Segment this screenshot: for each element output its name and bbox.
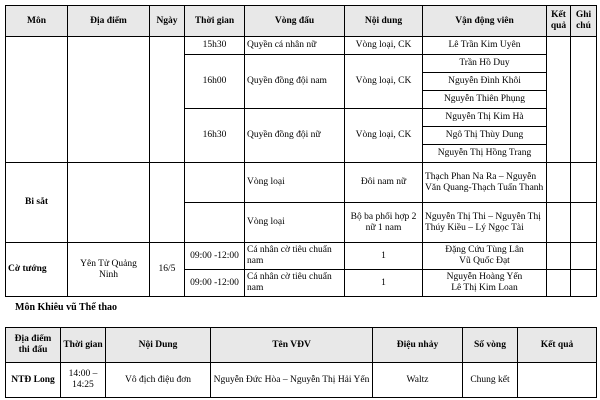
result-cell [547,270,571,297]
location-cell: Yên Tử Quảng Ninh [68,243,150,297]
round-cell: Vòng loại [245,203,345,243]
header-location: Địa điểm thi đấu [6,328,61,363]
header-ngay: Ngày [150,6,185,37]
header-dance: Điệu nhảy [373,328,463,363]
content-cell: 1 [345,243,423,270]
note-cell [571,163,597,203]
athlete-cell [423,270,547,297]
content-cell: Vòng loại, CK [345,109,423,163]
content-cell: Vô địch điệu đơn [106,363,211,398]
rounds-cell: Chung kết [463,363,518,398]
dance-table [5,327,597,398]
date-cell: 16/5 [150,243,185,297]
location-cell: NTĐ Long [6,363,61,398]
note-cell [571,37,597,163]
header-row [6,328,597,363]
content-cell: Bộ ba phối hợp 2 nữ 1 nam [345,203,423,243]
athlete-cell: Nguyễn Thị Kim Hà [423,109,547,127]
location-cell-empty [68,37,150,163]
athlete-cell: Nguyễn Thiên Phụng [423,91,547,109]
date-cell-empty [150,37,185,163]
athlete-cell: Nguyễn Đức Hòa – Nguyễn Thị Hải Yến [211,363,373,398]
header-time: Thời gian [61,328,106,363]
location-cell-empty [68,163,150,243]
round-cell: Vòng loại [245,163,345,203]
note-cell [571,270,597,297]
content-cell: Đôi nam nữ [345,163,423,203]
round-cell: Quyền cá nhân nữ [245,37,345,55]
athlete-name: Lê Thị Kim Loan [451,283,518,293]
table-row [6,37,597,55]
dance-cell: Waltz [373,363,463,398]
athlete-name: Vũ Quốc Đạt [459,256,510,266]
time-cell: 09:00 -12:00 [185,243,245,270]
date-cell-empty [150,163,185,243]
note-cell [571,243,597,270]
time-cell-empty [185,163,245,203]
header-rounds: Số vòng [463,328,518,363]
round-cell: Cá nhân cờ tiêu chuẩn nam [245,270,345,297]
time-cell: 09:00 -12:00 [185,270,245,297]
result-cell [518,363,597,398]
header-athlete: Tên VĐV [211,328,373,363]
athlete-cell: Nguyễn Đình Khôi [423,73,547,91]
result-cell [547,243,571,270]
athlete-cell: Ngô Thị Thùy Dung [423,127,547,145]
athlete-cell [423,243,547,270]
athlete-cell: Nguyễn Thị Thi – Nguyễn Thị Thúy Kiều – Lý Ngọc Tài [423,203,547,243]
athlete-cell: Thạch Phan Na Ra – Nguyễn Văn Quang-Thạch Tuấn Thanh [423,163,547,203]
header-row [6,6,597,37]
result-cell [547,37,571,163]
content-cell: 1 [345,270,423,297]
time-cell-empty [185,203,245,243]
athlete-cell: Trần Hồ Duy [423,55,547,73]
time-cell: 15h30 [185,37,245,55]
header-ghi-chu: Ghi chú [571,6,597,37]
content-cell: Vòng loại, CK [345,37,423,55]
table-row [6,243,597,270]
athlete-name: Nguyễn Hoàng Yến [446,272,523,282]
round-cell: Cá nhân cờ tiêu chuẩn nam [245,243,345,270]
header-dia-diem: Địa điểm [68,6,150,37]
header-mon: Môn [6,6,68,37]
time-cell: 14:00 – 14:25 [61,363,106,398]
round-cell: Quyền đồng đội nam [245,55,345,109]
header-vong-dau: Vòng đấu [245,6,345,37]
sport-cell: Bi sắt [6,163,68,243]
sport-cell-empty [6,37,68,163]
table-row [6,363,597,398]
sport-cell: Cờ tướng [6,243,68,297]
header-noi-dung: Nội dung [345,6,423,37]
time-cell: 16h30 [185,109,245,163]
athlete-name: Đặng Cứu Tùng Lân [445,245,524,255]
result-cell [547,163,571,203]
note-cell [571,203,597,243]
athlete-cell: Lê Trần Kim Uyên [423,37,547,55]
time-cell: 16h00 [185,55,245,109]
header-thoi-gian: Thời gian [185,6,245,37]
content-cell: Vòng loại, CK [345,55,423,109]
result-cell [547,203,571,243]
section-title: Môn Khiêu vũ Thể thao [15,302,118,313]
round-cell: Quyền đồng đội nữ [245,109,345,163]
athlete-cell: Nguyễn Thị Hồng Trang [423,145,547,163]
schedule-table [5,5,597,297]
header-result: Kết quả [518,328,597,363]
header-vdv: Vận động viên [423,6,547,37]
header-ket-qua: Kết quả [547,6,571,37]
header-content: Nội Dung [106,328,211,363]
table-row [6,163,597,203]
